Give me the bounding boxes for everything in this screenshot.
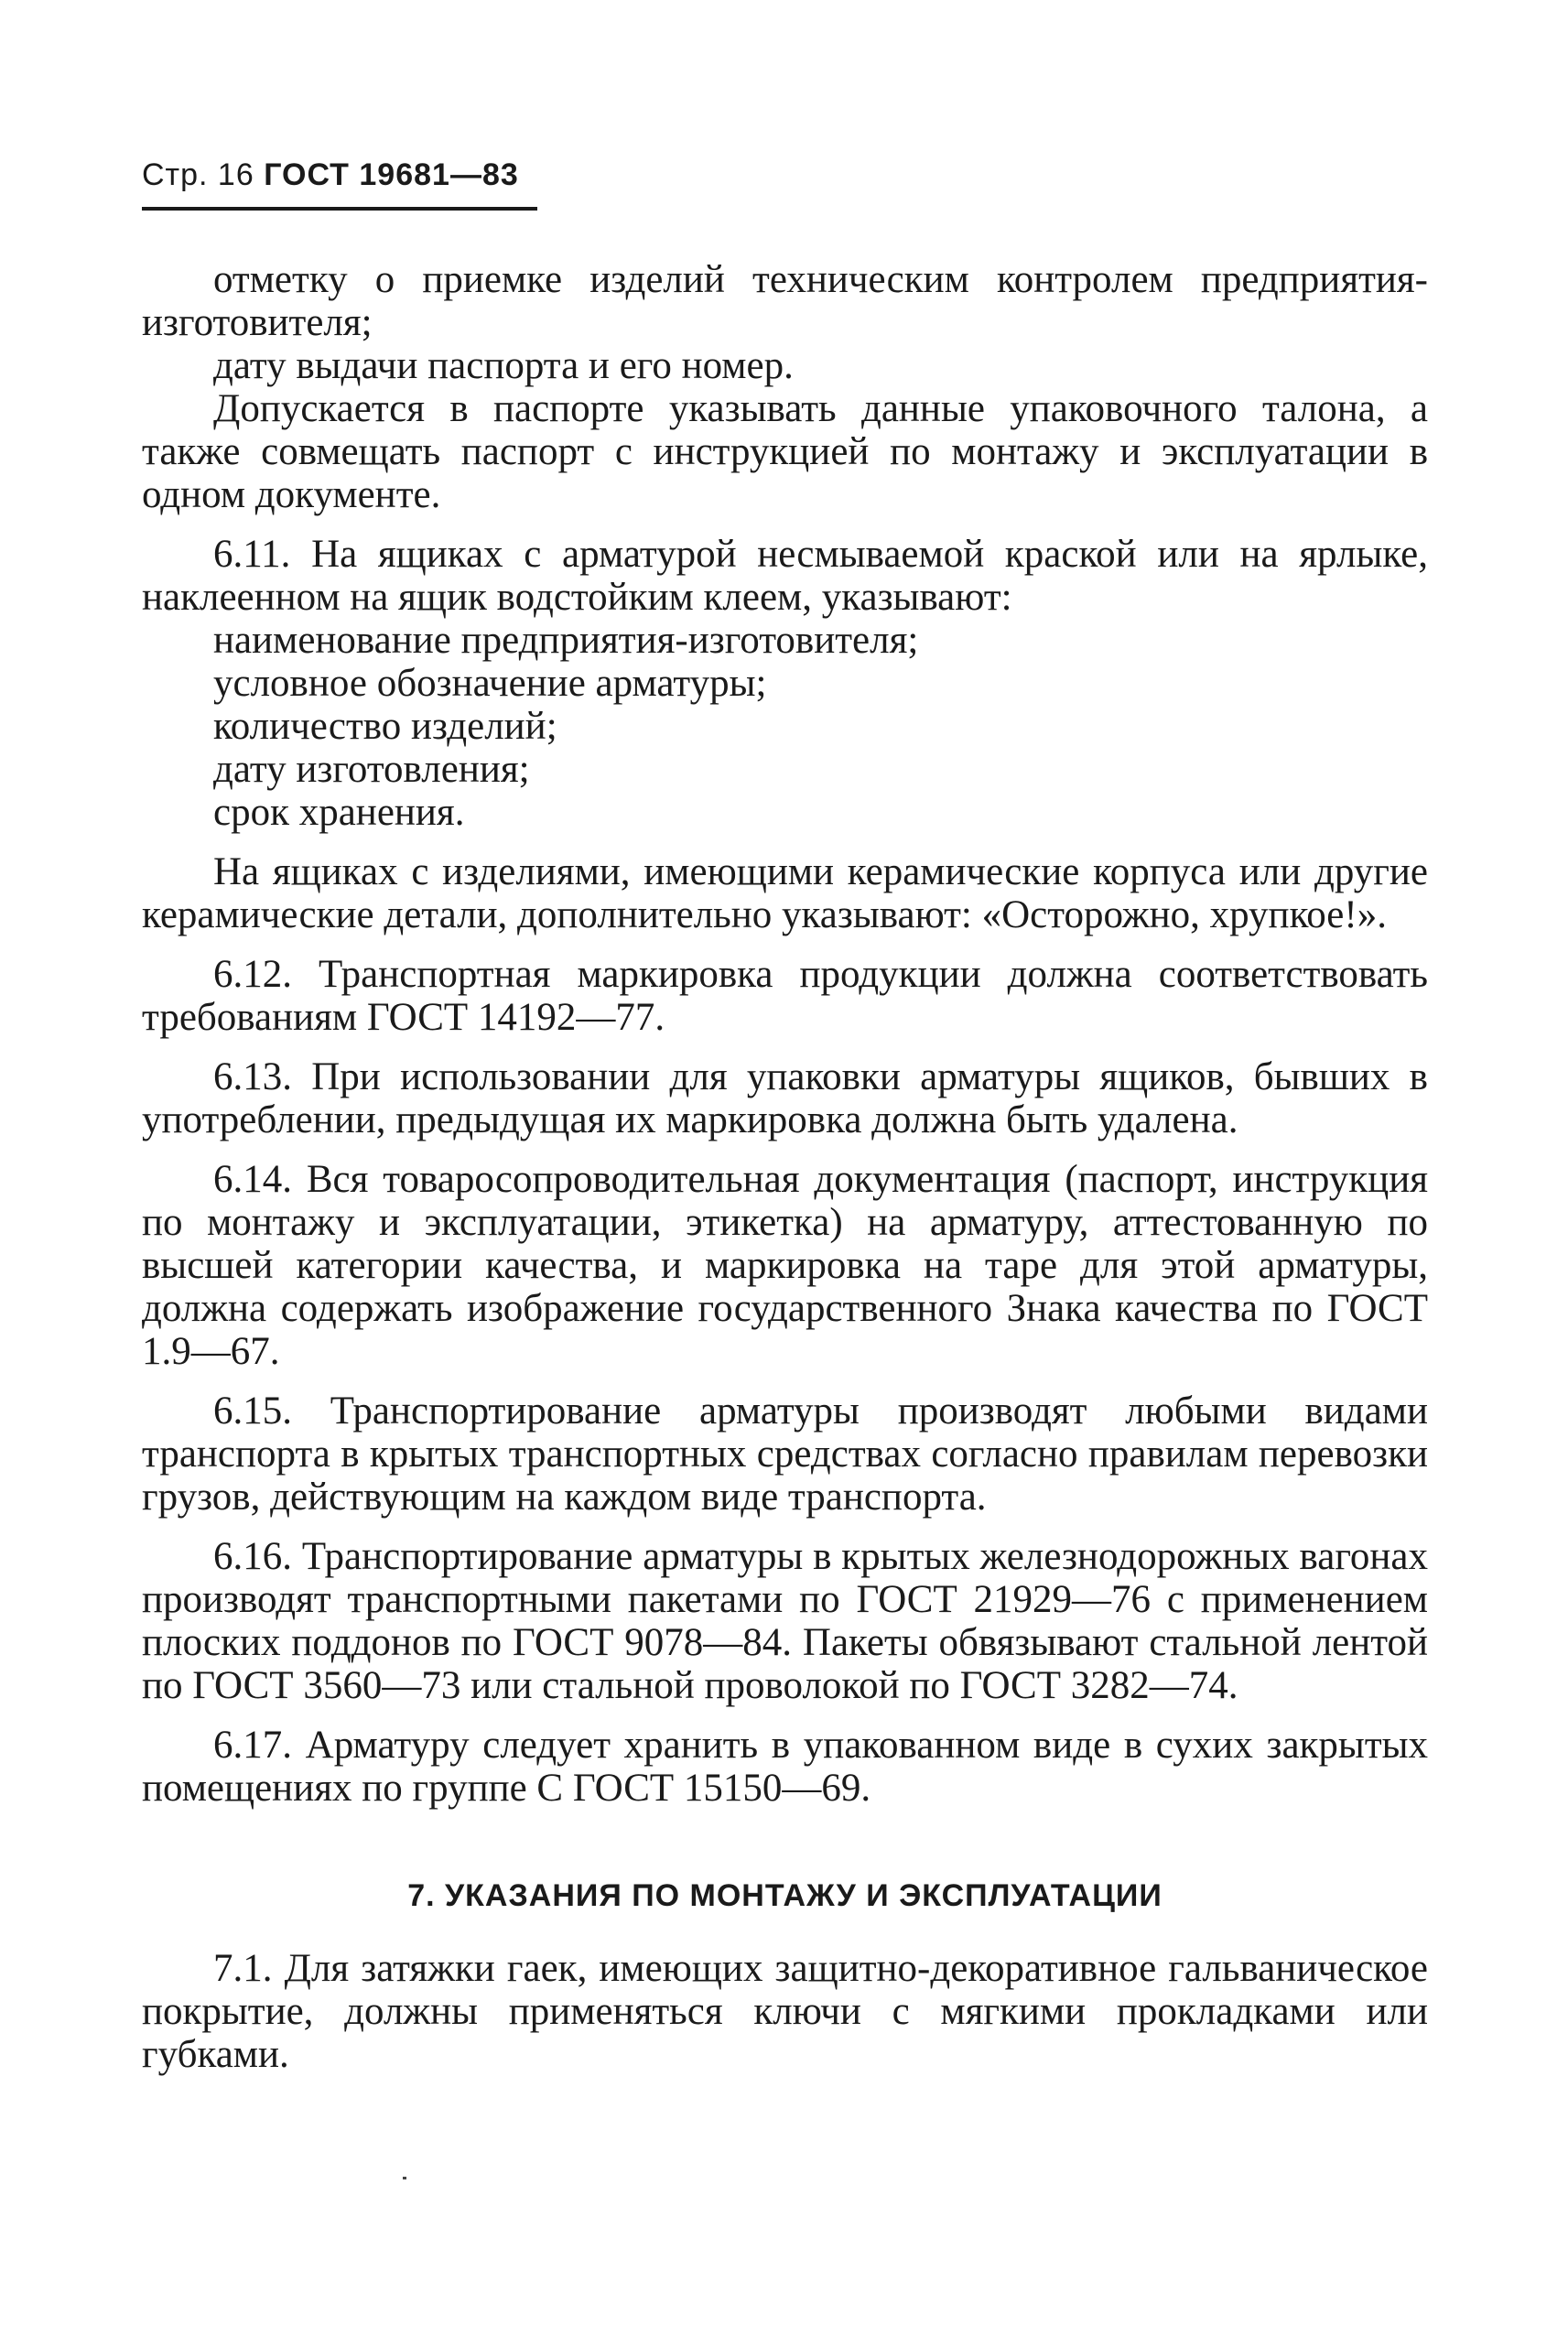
page-number: Стр. 16 bbox=[142, 157, 254, 192]
paragraph-fragile-warning: На ящиках с изделиями, имеющими керамические корпуса или другие керамические детали, дополнительно указывают: «Осторожно, хрупкое!». bbox=[142, 850, 1428, 936]
paragraph-passport-combined: Допускается в паспорте указывать данные упаковочного талона, а также совмещать паспорт с инструкцией по монтажу и эксплуатации в одном документе. bbox=[142, 387, 1428, 516]
list-item-designation: условное обозначение арматуры; bbox=[213, 662, 767, 705]
scan-speck bbox=[403, 2177, 406, 2179]
document-body bbox=[142, 258, 1428, 2076]
clause-6-13: 6.13. При использовании для упаковки арматуры ящиков, бывших в употреблении, предыдущая их маркировка должна быть удалена. bbox=[142, 1055, 1428, 1141]
clause-6-11: 6.11. На ящиках с арматурой несмываемой краской или на ярлыке, наклеенном на ящик водстойким клеем, указывают: bbox=[142, 533, 1428, 619]
clause-6-17: 6.17. Арматуру следует хранить в упакованном виде в сухих закрытых помещениях по группе С ГОСТ 15150—69. bbox=[142, 1724, 1428, 1810]
header-rule bbox=[142, 207, 537, 211]
list-item-storage-term: срок хранения. bbox=[213, 791, 465, 834]
clause-6-12: 6.12. Транспортная маркировка продукции должна соответствовать требованиям ГОСТ 14192—77. bbox=[142, 953, 1428, 1039]
page-header bbox=[142, 157, 519, 193]
paragraph-acceptance-mark: отметку о приемке изделий техническим контролем предприятия-изготовителя; bbox=[142, 258, 1428, 344]
list-item-manufacture-date: дату изготовления; bbox=[213, 748, 530, 791]
clause-7-1: 7.1. Для затяжки гаек, имеющих защитно-декоративное гальваническое покрытие, должны применяться ключи с мягкими прокладками или губками. bbox=[142, 1947, 1428, 2076]
clause-6-14: 6.14. Вся товаросопроводительная документация (паспорт, инструкция по монтажу и эксплуатации, этикетка) на арматуру, аттестованную по высшей категории качества, и маркировка на таре для этой арматуры, должна содержать изображение государственного Знака качества по ГОСТ 1.9—67. bbox=[142, 1158, 1428, 1373]
standard-number: ГОСТ 19681—83 bbox=[264, 157, 519, 192]
list-item-manufacturer: наименование предприятия-изготовителя; bbox=[213, 619, 919, 662]
clause-6-15: 6.15. Транспортирование арматуры производят любыми видами транспорта в крытых транспортных средствах согласно правилам перевозки грузов, действующим на каждом виде транспорта. bbox=[142, 1390, 1428, 1519]
clause-6-16: 6.16. Транспортирование арматуры в крытых железнодорожных вагонах производят транспортными пакетами по ГОСТ 21929—76 с применением плоских поддонов по ГОСТ 9078—84. Пакеты обвязывают стальной лентой по ГОСТ 3560—73 или стальной проволокой по ГОСТ 3282—74. bbox=[142, 1535, 1428, 1707]
list-item-quantity: количество изделий; bbox=[213, 705, 557, 748]
paragraph-passport-date: дату выдачи паспорта и его номер. bbox=[213, 344, 794, 387]
section-title: 7. УКАЗАНИЯ ПО МОНТАЖУ И ЭКСПЛУАТАЦИИ bbox=[407, 1878, 1162, 1913]
